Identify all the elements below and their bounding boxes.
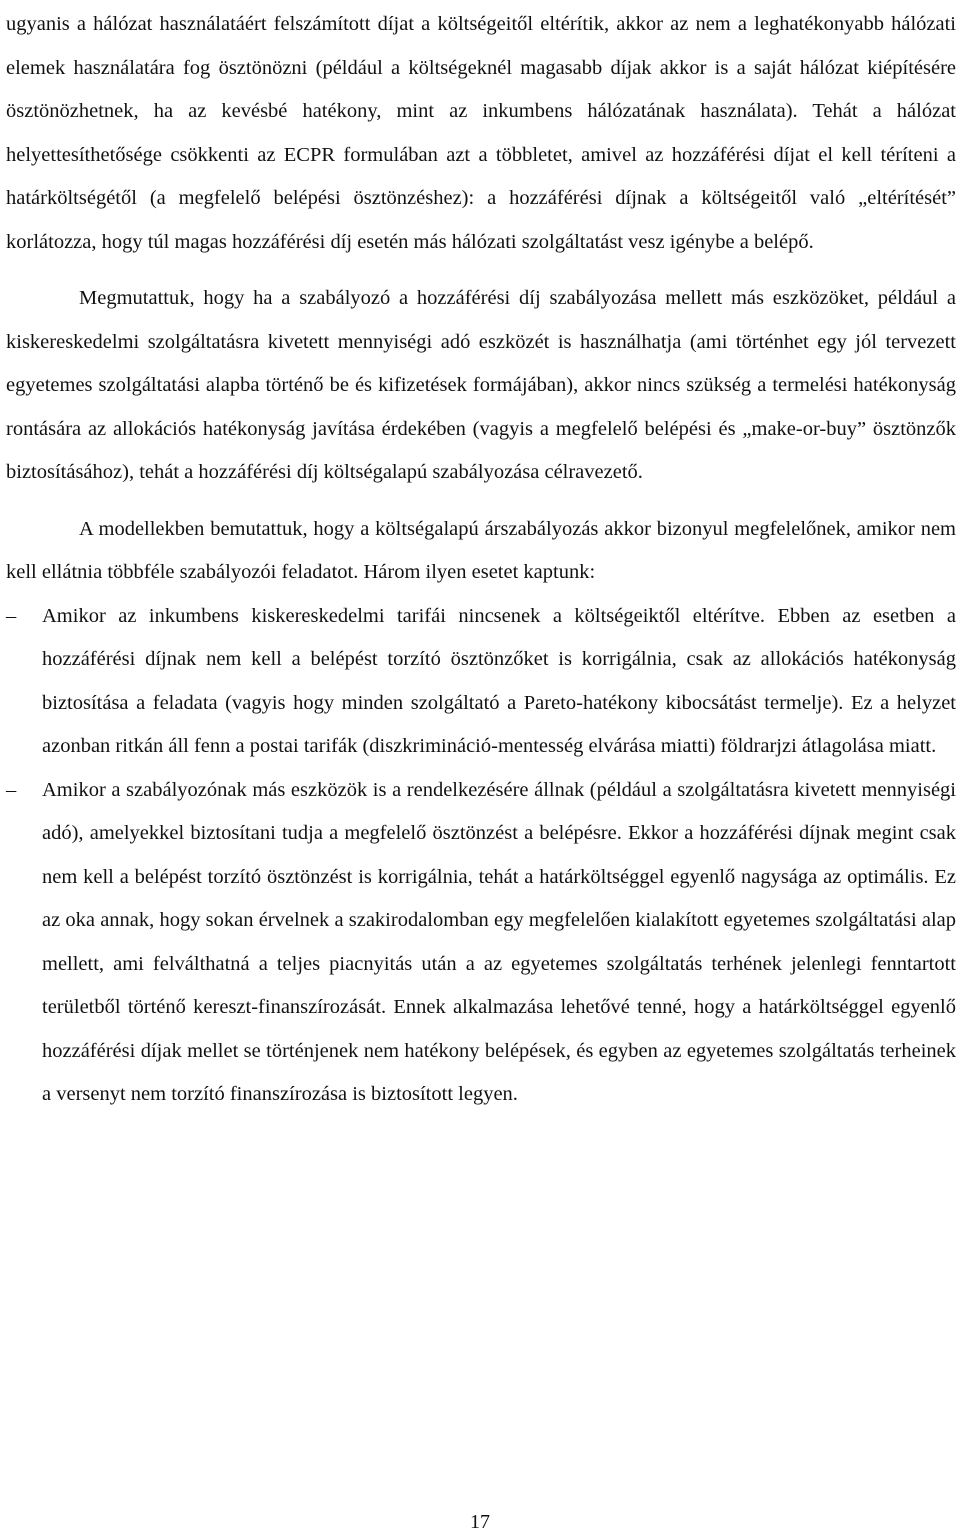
page-number: 17 [470, 1511, 490, 1533]
dash-bullet-marker: – [6, 604, 17, 627]
cases-list [6, 595, 956, 1117]
paragraph-ecpr-substitutability: ugyanis a hálózat használatáért felszámított díjat a költségeitől eltérítik, akkor az nem a leghatékonyabb hálózati elemek használatára fog ösztönözni (például a költségeknél magasabb díjak akkor is a saját hálózat kiépítésére ösztönözhetnek, ha az kevésbé hatékony, mint az inkumbens hálózatának használata). Tehát a hálózat helyettesíthetősége csökkenti az ECPR formulában azt a többletet, amivel az hozzáférési díjat el kell téríteni a határköltségétől (a megfelelő belépési ösztönzéshez): a hozzáférési díjnak a költségeitől való „eltérítését” korlátozza, hogy túl magas hozzáférési díj esetén más hálózati szolgáltatást vesz igénybe a belépő. [6, 13, 956, 253]
list-item-case-2 [6, 769, 956, 1117]
paragraph-other-instruments: Megmutattuk, hogy ha a szabályozó a hozzáférési díj szabályozása mellett más eszközöket, például a kiskereskedelmi szolgáltatásra kivetett mennyiségi adó eszközét is használhatja (ami történhet egy jól tervezett egyetemes szolgáltatási alapba történő be és kifizetések formájában), akkor nincs szükség a termelési hatékonyság rontására az allokációs hatékonyság javítása érdekében (vagyis a megfelelő belépési és „make-or-buy” ösztönzők biztosításához), tehát a hozzáférési díj költségalapú szabályozása célravezető. [6, 287, 956, 483]
document-page [6, 0, 956, 1117]
paragraph-cost-based-regulation: A modellekben bemutattuk, hogy a költségalapú árszabályozás akkor bizonyul megfelelőnek, amikor nem kell ellátnia többféle szabályozói feladatot. Három ilyen esetet kaptunk: [6, 517, 956, 583]
list-item-text: Amikor az inkumbens kiskereskedelmi tarifái nincsenek a költségeiktől eltérítve. Ebben az esetben a hozzáférési díjnak nem kell a belépést torzító ösztönzőket is korrigálnia, csak az allokációs hatékonyság biztosítása a feladata (vagyis hogy minden szolgáltató a Pareto-hatékony kibocsátást termelje). Ez a helyzet azonban ritkán áll fenn a postai tarifák (diszkrimináció-mentesség elvárása miatti) földrarjzi átlagolása miatt. [42, 604, 956, 757]
dash-bullet-marker: – [6, 778, 17, 801]
list-item-text: Amikor a szabályozónak más eszközök is a rendelkezésére állnak (például a szolgáltatásra kivetett mennyiségi adó), amelyekkel biztosítani tudja a megfelelő ösztönzést a belépésre. Ekkor a hozzáférési díjnak megint csak nem kell a belépést torzító ösztönzést is korrigálnia, tehát a határköltséggel egyenlő nagysága az optimális. Ez az oka annak, hogy sokan érvelnek a szakirodalomban egy megfelelően kialakított egyetemes szolgáltatási alap mellett, ami felválthatná a teljes piacnyitás után a az egyetemes szolgáltatás terhének jelenlegi fenntartott területből történő kereszt-finanszírozását. Ennek alkalmazása lehetővé tenné, hogy a határköltséggel egyenlő hozzáférési díjak mellet se történjenek nem hatékony belépések, és egyben az egyetemes szolgáltatás terheinek a versenyt nem torzító finanszírozása is biztosított legyen. [42, 778, 956, 1105]
list-item-case-1 [6, 595, 956, 769]
